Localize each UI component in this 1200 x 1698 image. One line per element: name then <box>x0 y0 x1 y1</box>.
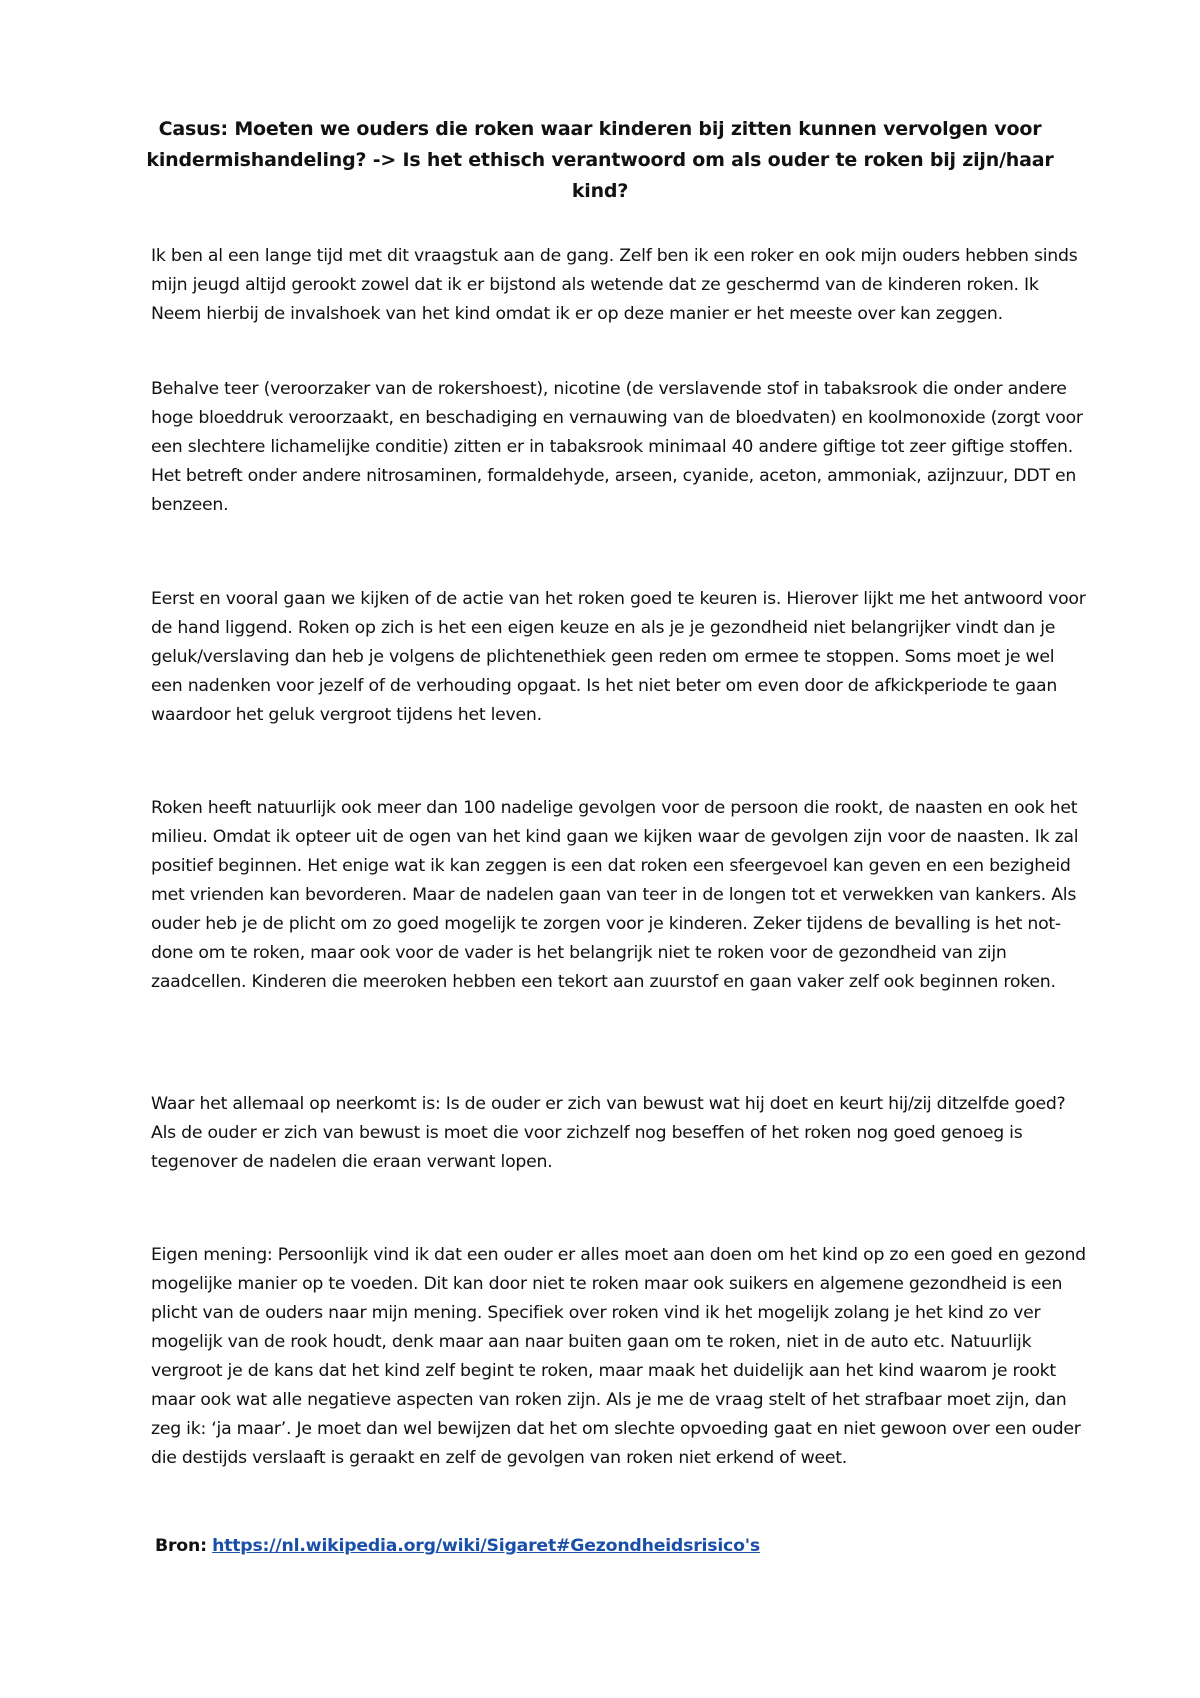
paragraph-own-opinion: Eigen mening: Persoonlijk vind ik dat een ouder er alles moet aan doen om het kind op zo een goed en gezond mogelijke manier op te voeden. Dit kan door niet te roken maar ook suikers en algemene gezondheid is een plicht van de ouders naar mijn mening. Specifiek over roken vind ik het mogelijk zolang je het kind zo ver mogelijk van de rook houdt, denk maar aan naar buiten gaan om te roken, niet in de auto etc. Natuurlijk vergroot je de kans dat het kind zelf begint te roken, maar maak het duidelijk aan het kind waarom je rookt maar ook wat alle negatieve aspecten van roken zijn. Als je me de vraag stelt of het strafbaar moet zijn, dan zeg ik: ‘ja maar’. Je moet dan wel bewijzen dat het om slechte opvoeding gaat en niet gewoon over een ouder die destijds verslaaft is geraakt en zelf de gevolgen van roken niet erkend of weet. <box>151 1245 1086 1468</box>
source-label: Bron: <box>155 1536 207 1556</box>
paragraph-consequences: Roken heeft natuurlijk ook meer dan 100 nadelige gevolgen voor de persoon die rookt, de naasten en ook het milieu. Omdat ik opteer uit de ogen van het kind gaan we kijken waar de gevolgen zijn voor de naasten. Ik zal positief beginnen. Het enige wat ik kan zeggen is een dat roken een sfeergevoel kan geven en een bezigheid met vrienden kan bevorderen. Maar de nadelen gaan van teer in de longen tot et verwekken van kankers. Als ouder heb je de plicht om zo goed mogelijk te zorgen voor je kinderen. Zeker tijdens de bevalling is het not-done om te roken, maar ook voor de vader is het belangrijk niet te roken voor de gezondheid van zijn zaadcellen. Kinderen die meeroken hebben een tekort aan zuurstof en gaan vaker zelf ook beginnen roken. <box>151 798 1079 992</box>
paragraph-intro: Ik ben al een lange tijd met dit vraagstuk aan de gang. Zelf ben ik een roker en ook mijn ouders hebben sinds mijn jeugd altijd gerookt zowel dat ik er bijstond als wetende dat ze geschermd van de kinderen roken. Ik Neem hierbij de invalshoek van het kind omdat ik er op deze manier er het meeste over kan zeggen. <box>151 246 1078 324</box>
source-link[interactable]: https://nl.wikipedia.org/wiki/Sigaret#Gezondheidsrisico's <box>212 1536 760 1556</box>
document-title: Casus: Moeten we ouders die roken waar kinderen bij zitten kunnen vervolgen voor kindermishandeling? -> Is het ethisch verantwoord om als ouder te roken bij zijn/haar kind? <box>146 118 1054 202</box>
source-line <box>155 1532 760 1561</box>
paragraph-conclusion: Waar het allemaal op neerkomt is: Is de ouder er zich van bewust wat hij doet en keurt hij/zij ditzelfde goed? Als de ouder er zich van bewust is moet die voor zichzelf nog beseffen of het roken nog goed genoeg is tegenover de nadelen die eraan verwant lopen. <box>151 1094 1066 1172</box>
paragraph-substances: Behalve teer (veroorzaker van de rokershoest), nicotine (de verslavende stof in tabaksrook die onder andere hoge bloeddruk veroorzaakt, en beschadiging en vernauwing van de bloedvaten) en koolmonoxide (zorgt voor een slechtere lichamelijke conditie) zitten er in tabaksrook minimaal 40 andere giftige tot zeer giftige stoffen. Het betreft onder andere nitrosaminen, formaldehyde, arseen, cyanide, aceton, ammoniak, azijnzuur, DDT en benzeen. <box>151 379 1083 515</box>
paragraph-action-evaluation: Eerst en vooral gaan we kijken of de actie van het roken goed te keuren is. Hierover lijkt me het antwoord voor de hand liggend. Roken op zich is het een eigen keuze en als je je gezondheid niet belangrijker vindt dan je geluk/verslaving dan heb je volgens de plichtenethiek geen reden om ermee te stoppen. Soms moet je wel een nadenken voor jezelf of de verhouding opgaat. Is het niet beter om even door de afkickperiode te gaan waardoor het geluk vergroot tijdens het leven. <box>151 589 1086 725</box>
